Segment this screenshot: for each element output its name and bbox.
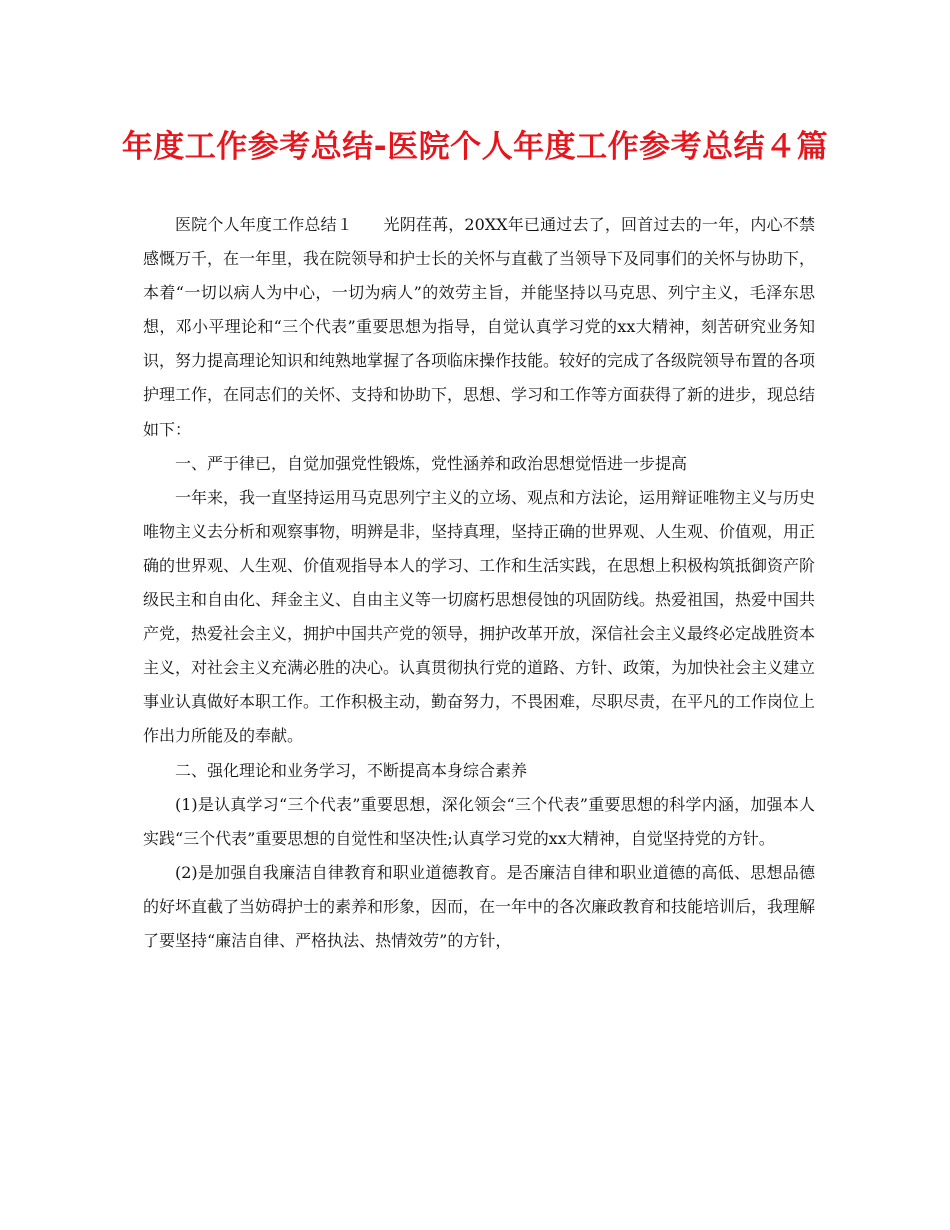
- paragraph-item-2: (2)是加强自我廉洁自律教育和职业道德教育。是否廉洁自律和职业道德的高低、思想品德的好坏直截了当妨碍护士的素养和形象，因而，在一年中的各次廉政教育和技能培训后，我理解了要坚持“廉洁自律、严格执法、热情效劳”的方针，: [143, 862, 816, 950]
- document-title: 年度工作参考总结-医院个人年度工作参考总结４篇: [121, 129, 829, 165]
- intro-text: 光阴荏苒，20XX年已通过去了，回首过去的一年，内心不禁感慨万千，在一年里，我在院领导和护士长的关怀与直截了当领导下及同事们的关怀与协助下，本着“一切以病人为中心，一切为病人”的效劳主旨，并能坚持以马克思、列宁主义，毛泽东思想，邓小平理论和“三个代表”重要思想为指导，自觉认真学习党的xx大精神，刻苦研究业务知识，努力提高理论知识和纯熟地掌握了各项临床操作技能。较好的完成了各级院领导布置的各项护理工作，在同志们的关怀、支持和协助下，思想、学习和工作等方面获得了新的进步，现总结如下：: [143, 215, 816, 439]
- intro-label: 医院个人年度工作总结１: [175, 215, 353, 234]
- paragraph-intro: [143, 208, 815, 447]
- document-body: [143, 208, 815, 958]
- section-heading-2: 二、强化理论和业务学习，不断提高本身综合素养: [175, 760, 528, 780]
- section-heading-1: 一、严于律已，自觉加强党性锻炼，党性涵养和政治思想觉悟进一步提高: [175, 453, 688, 473]
- paragraph-item-1: (1)是认真学习“三个代表”重要思想，深化领会“三个代表”重要思想的科学内涵，加强本人实践“三个代表”重要思想的自觉性和坚决性;认真学习党的xx大精神，自觉坚持党的方针。: [143, 794, 815, 848]
- paragraph-section-1: 一年来，我一直坚持运用马克思列宁主义的立场、观点和方法论，运用辩证唯物主义与历史唯物主义去分析和观察事物，明辨是非，坚持真理，坚持正确的世界观、人生观、价值观，用正确的世界观、人生观、价值观指导本人的学习、工作和生活实践，在思想上积极构筑抵御资产阶级民主和自由化、拜金主义、自由主义等一切腐朽思想侵蚀的巩固防线。热爱祖国，热爱中国共产党，热爱社会主义，拥护中国共产党的领导，拥护改革开放，深信社会主义最终必定战胜资本主义，对社会主义充满必胜的决心。认真贯彻执行党的道路、方针、政策，为加快社会主义建立事业认真做好本职工作。工作积极主动，勤奋努力，不畏困难，尽职尽责，在平凡的工作岗位上作出力所能及的奉献。: [143, 487, 816, 746]
